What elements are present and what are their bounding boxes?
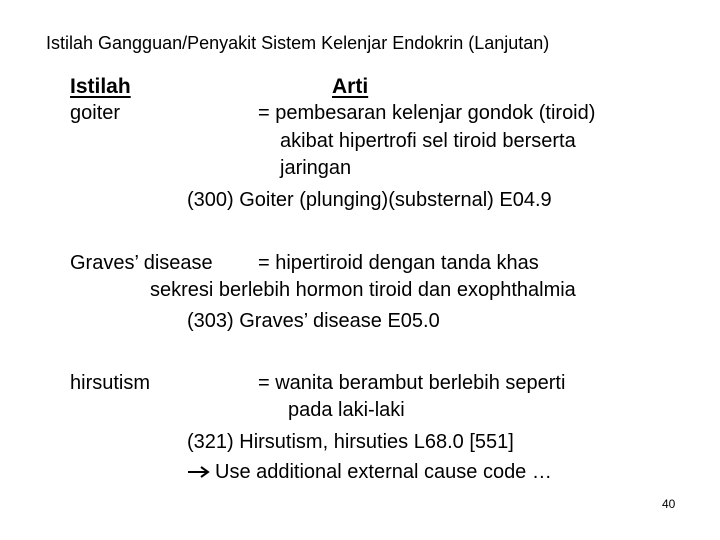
definition-line: jaringan	[280, 157, 352, 179]
column-header-meaning: Arti	[332, 75, 369, 98]
definition-line: = wanita berambut berlebih seperti	[258, 372, 566, 394]
term-label: Graves’ disease	[70, 252, 213, 274]
definition-line: sekresi berlebih hormon tiroid dan exophthalmia	[150, 279, 576, 301]
definition-line: akibat hipertrofi sel tiroid berserta	[280, 130, 576, 152]
definition-line: pada laki-laki	[288, 399, 405, 421]
definition-line: = hipertiroid dengan tanda khas	[258, 252, 539, 274]
icd-code-line: (303) Graves’ disease E05.0	[187, 310, 440, 332]
instruction-line	[187, 462, 552, 482]
page-number: 40	[662, 497, 676, 511]
definition-line: = pembesaran kelenjar gondok (tiroid)	[258, 102, 596, 124]
instruction-text: Use additional external cause code …	[215, 461, 552, 483]
right-arrow-icon	[187, 465, 211, 479]
column-header-term: Istilah	[70, 75, 131, 98]
term-label: goiter	[70, 102, 121, 124]
icd-code-line: (300) Goiter (plunging)(substernal) E04.9	[187, 189, 552, 211]
slide-title: Istilah Gangguan/Penyakit Sistem Kelenjar Endokrin (Lanjutan)	[46, 33, 550, 53]
term-label: hirsutism	[70, 372, 151, 394]
icd-code-line: (321) Hirsutism, hirsuties L68.0 [551]	[187, 431, 514, 453]
